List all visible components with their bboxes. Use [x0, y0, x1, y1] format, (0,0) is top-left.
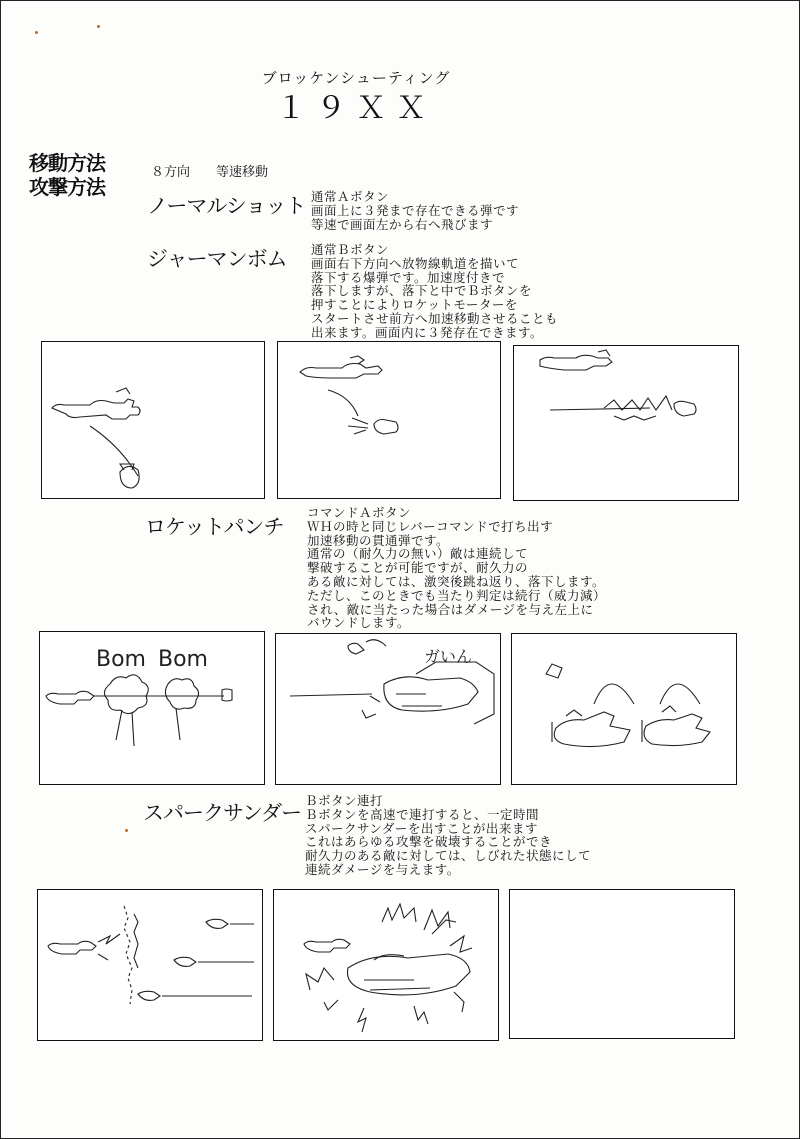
sketch-panel-punch-3 [511, 633, 737, 785]
sfx-bom-1: Bom [96, 647, 146, 672]
scan-speck [125, 829, 128, 832]
sketch-panel-punch-1 [39, 631, 265, 785]
desc-line: 加速移動の貫通弾です。 [307, 532, 450, 548]
sketch-panel-spark-1 [37, 889, 263, 1041]
weapon-desc-spark-thunder [305, 794, 591, 877]
desc-line: ＷＨの時と同じレバーコマンドで打ち出す [307, 518, 554, 534]
label-attack-method: 攻撃方法 [29, 175, 105, 199]
desc-line: 出来ます。画面内に３発存在できます。 [311, 324, 544, 340]
sketch-panel-spark-3-empty [509, 889, 735, 1039]
label-move-method: 移動方法 [29, 151, 105, 175]
desc-line: コマンドＡボタン [307, 505, 412, 520]
sketch-punch-bounce [276, 634, 500, 784]
desc-line: これはあらゆる攻撃を破壊することができ [305, 834, 553, 850]
weapon-desc-normal-shot [311, 190, 519, 231]
desc-line: 撃破することが可能ですが、耐久力の [307, 560, 529, 576]
sketch-spark-scatter [38, 890, 262, 1040]
desc-line: Ｂボタンを高速で連打すると、一定時間 [305, 806, 540, 822]
desc-line: 等速で画面左から右へ飛びます [311, 216, 494, 232]
sketch-punch-planes [512, 634, 736, 784]
sketch-punch-pierce [40, 632, 264, 784]
desc-line: 連続ダメージを与えます。 [305, 861, 460, 877]
desc-line: 落下する爆弾です。加速度付きで [311, 269, 506, 285]
movement-spec: ８方向 等速移動 [151, 165, 269, 180]
sketch-bomb-drop [42, 342, 264, 498]
sfx-gain: ガいん [424, 647, 473, 666]
desc-line: バウンドします。 [307, 615, 411, 631]
document-title: １９ＸＸ [276, 91, 436, 126]
sketch-panel-punch-2 [275, 633, 501, 785]
sketch-panel-bomb-3 [513, 345, 739, 501]
scan-speck [35, 31, 38, 34]
weapon-desc-german-bomb [311, 243, 558, 340]
desc-line: ある敵に対しては、激突後跳ね返り、落下します。 [307, 573, 606, 589]
desc-line: 落下しますが、落下と中でＢボタンを [311, 283, 533, 299]
desc-line: 通常の（耐久力の無い）敵は連続して [307, 546, 529, 562]
desc-line: 通常Ａボタン [311, 189, 390, 204]
weapon-desc-rocket-punch [307, 506, 606, 630]
desc-line: 押すことによりロケットモーターを [311, 297, 518, 313]
desc-line: 通常Ｂボタン [311, 242, 390, 257]
desc-line: され、敵に当たった場合はダメージを与え左上に [307, 601, 594, 617]
weapon-name-german-bomb: ジャーマンボム [147, 247, 287, 271]
sketch-spark-boss [274, 890, 498, 1040]
weapon-name-normal-shot: ノーマルショット [147, 194, 306, 218]
desc-line: Ｂボタン連打 [305, 793, 384, 808]
document-subtitle: ブロッケンシューティング [261, 69, 451, 87]
weapon-name-spark-thunder: スパークサンダー [143, 801, 302, 825]
desc-line: 画面上に３発まで存在できる弾です [311, 202, 520, 218]
sketch-bomb-accelerate [514, 346, 738, 500]
desc-line: 画面右下方向へ放物線軌道を描いて [311, 255, 520, 271]
desc-line: スタートさせ前方へ加速移動させることも [311, 310, 559, 326]
desc-line: スパークサンダーを出すことが出来ます [305, 820, 538, 836]
sketch-bomb-rocket [278, 342, 500, 498]
weapon-name-rocket-punch: ロケットパンチ [145, 515, 284, 539]
desc-line: 耐久力のある敵に対しては、しびれた状態にして [305, 848, 592, 864]
sketch-panel-spark-2 [273, 889, 499, 1041]
sketch-panel-bomb-2 [277, 341, 501, 499]
scan-speck [97, 25, 100, 28]
sfx-bom-2: Bom [158, 647, 208, 672]
desc-line: ただし、このときでも当たり判定は続行（威力減） [307, 587, 607, 603]
sketch-panel-bomb-1 [41, 341, 265, 499]
